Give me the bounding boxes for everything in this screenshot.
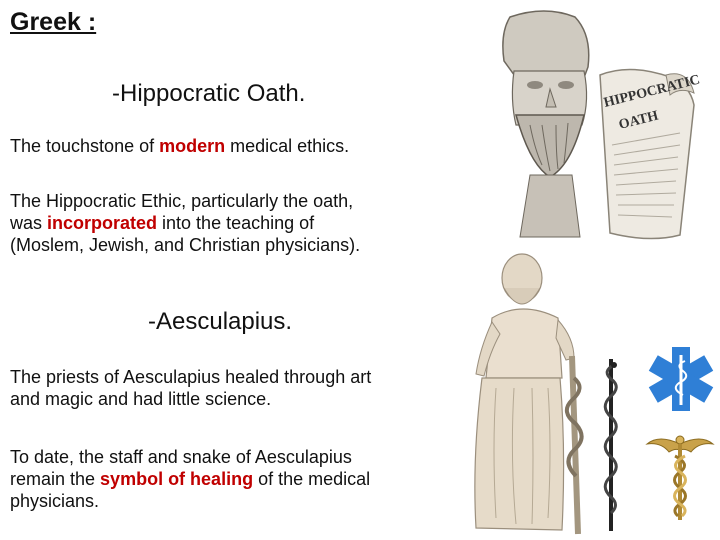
aesculapius-heading: -Aesculapius.	[148, 308, 293, 335]
ethic-line-2	[10, 212, 360, 234]
ethic-line-1: The Hippocratic Ethic, particularly the oath,	[10, 191, 354, 211]
ethic-line-2-end: into the teaching of	[157, 213, 315, 233]
priests-paragraph	[10, 366, 371, 410]
highlight-modern: modern	[159, 136, 226, 156]
symbol-line-3: physicians.	[10, 491, 100, 511]
priests-line-2: and magic and had little science.	[10, 389, 272, 409]
hippocratic-ethic-paragraph	[10, 190, 360, 256]
touchstone-text-end: medical ethics.	[225, 136, 350, 156]
ethic-line-3: (Moslem, Jewish, and Christian physicians).	[10, 235, 361, 255]
hippocrates-bust-image	[480, 5, 712, 243]
star-of-life-icon	[645, 343, 717, 415]
rod-of-asclepius-icon	[596, 355, 626, 535]
scroll-title-line-1: HIPPOCRATIC	[602, 72, 702, 111]
symbol-paragraph	[10, 446, 370, 512]
caduceus-icon	[645, 430, 715, 525]
symbol-line-2	[10, 468, 370, 490]
symbol-line-1: To date, the staff and snake of Aesculapius	[10, 447, 352, 467]
highlight-symbol-of-healing: symbol of healing	[100, 469, 254, 489]
hippocratic-oath-heading: -Hippocratic Oath.	[112, 80, 306, 107]
scroll-title-line-2: OATH	[617, 108, 660, 133]
priests-line-1: The priests of Aesculapius healed through art	[10, 367, 372, 387]
aesculapius-statue-image	[462, 248, 602, 540]
ethic-line-2-start: was	[10, 213, 48, 233]
highlight-incorporated: incorporated	[47, 213, 158, 233]
touchstone-text-start: The touchstone of	[10, 136, 160, 156]
symbol-line-2-start: remain the	[10, 469, 101, 489]
touchstone-paragraph	[10, 135, 349, 157]
slide-title: Greek :	[10, 8, 97, 36]
symbol-line-2-end: of the medical	[253, 469, 371, 489]
